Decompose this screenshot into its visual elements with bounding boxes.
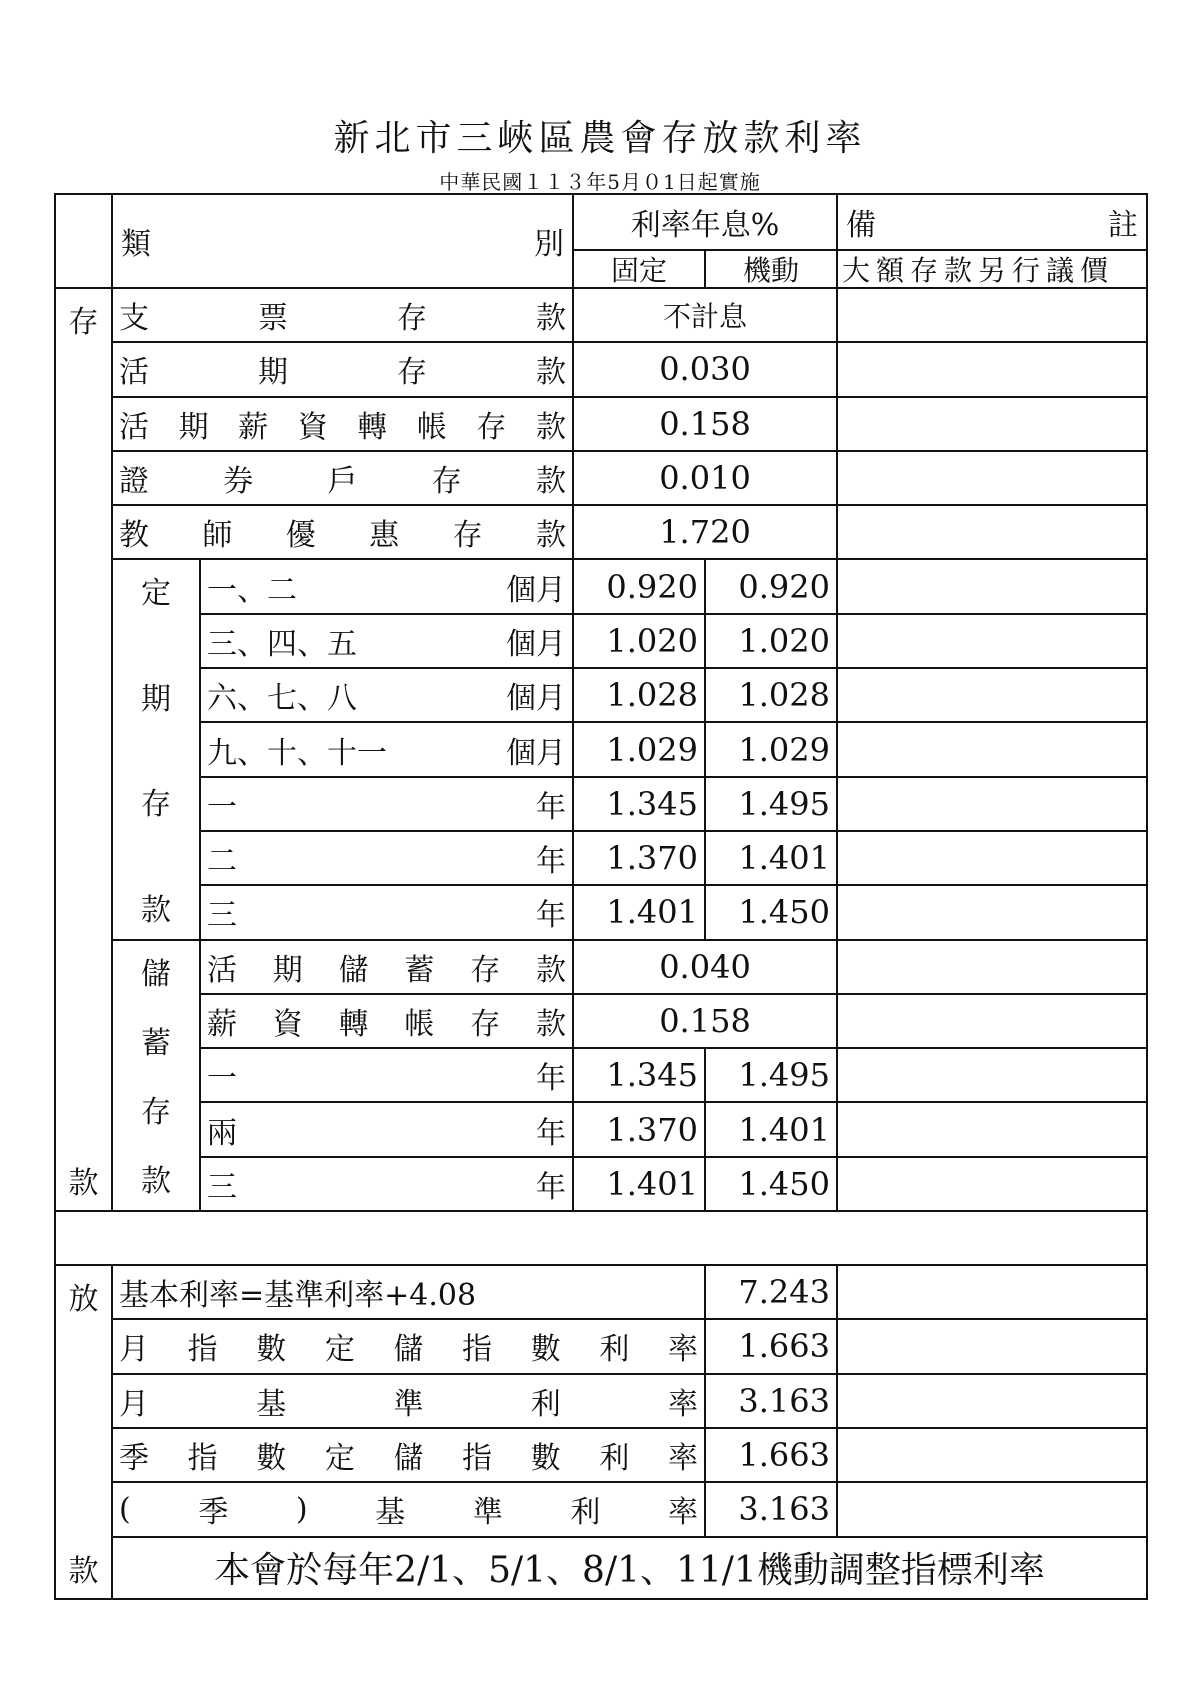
- note-cell: [838, 1429, 1146, 1483]
- effective-date: 中華民國１１３年5月０1日起實施: [439, 170, 761, 194]
- savings-deposit-floating-rate: 1.401: [706, 1103, 838, 1157]
- loan-section-char: 款: [68, 1553, 99, 1589]
- time-deposit-term: 九、十、十一 個月: [201, 723, 574, 777]
- time-deposit-fixed-rate: 1.370: [574, 832, 706, 886]
- note-cell: [838, 941, 1146, 995]
- savings-deposit-label: 活 期 儲 蓄 存 款: [201, 941, 574, 995]
- time-deposit-floating-rate: 1.450: [706, 886, 838, 940]
- savings-deposit-label: 薪 資 轉 帳 存 款: [201, 995, 574, 1049]
- loan-rate-label: 月 基 準 利 率: [113, 1375, 706, 1429]
- note-cell: [838, 398, 1146, 452]
- loan-rate-value: 3.163: [706, 1483, 838, 1537]
- header-floating: 機動: [706, 251, 838, 289]
- loan-rate-label: 季 指 數 定 儲 指 數 利 率: [113, 1429, 706, 1483]
- header-category-char: 類: [121, 227, 151, 262]
- header-note-char: 備: [846, 208, 876, 243]
- savings-deposit-term: 一 年: [201, 1049, 574, 1103]
- demand-deposit-rate: 1.720: [574, 506, 838, 560]
- loan-rate-value: 3.163: [706, 1375, 838, 1429]
- time-deposit-fixed-rate: 1.020: [574, 615, 706, 669]
- note-cell: [838, 669, 1146, 723]
- note-cell: [838, 1483, 1146, 1537]
- header-corner: [56, 195, 113, 289]
- note-cell: [838, 343, 1146, 397]
- separator-row: [56, 1212, 1146, 1266]
- time-deposit-term: 一 年: [201, 778, 574, 832]
- savings-deposit-term: 兩 年: [201, 1103, 574, 1157]
- note-cell: [838, 995, 1146, 1049]
- header-note-char: 註: [1108, 208, 1138, 243]
- time-deposit-term: 三 年: [201, 886, 574, 940]
- savings-deposit-group-label: 儲 蓄 存 款: [113, 941, 201, 1212]
- loan-rate-label: ( 季 ) 基 準 利 率: [113, 1483, 706, 1537]
- header-category: [113, 195, 574, 289]
- loan-rate-label: 月 指 數 定 儲 指 數 利 率: [113, 1320, 706, 1374]
- note-cell: [838, 560, 1146, 614]
- rate-table: [54, 193, 1148, 1600]
- note-cell: [838, 1266, 1146, 1320]
- time-deposit-fixed-rate: 1.401: [574, 886, 706, 940]
- note-cell: [838, 723, 1146, 777]
- savings-deposit-floating-rate: 1.450: [706, 1158, 838, 1212]
- time-deposit-fixed-rate: 1.345: [574, 778, 706, 832]
- savings-deposit-term: 三 年: [201, 1158, 574, 1212]
- demand-deposit-label: 活 期 薪 資 轉 帳 存 款: [113, 398, 574, 452]
- deposit-section-char: 款: [68, 1166, 99, 1202]
- header-category-char: 別: [534, 227, 564, 262]
- note-cell: [838, 1320, 1146, 1374]
- time-deposit-term: 二 年: [201, 832, 574, 886]
- note-cell: [838, 886, 1146, 940]
- note-cell: [838, 1103, 1146, 1157]
- loan-section-label: [56, 1266, 113, 1597]
- header-note-text: 大額存款另行議價: [838, 251, 1146, 289]
- savings-deposit-fixed-rate: 1.345: [574, 1049, 706, 1103]
- note-cell: [838, 289, 1146, 343]
- page-title: 新北市三峽區農會存放款利率: [333, 118, 867, 159]
- demand-deposit-label: 活 期 存 款: [113, 343, 574, 397]
- savings-deposit-rate: 0.158: [574, 995, 838, 1049]
- savings-deposit-rate: 0.040: [574, 941, 838, 995]
- note-cell: [838, 832, 1146, 886]
- time-deposit-fixed-rate: 0.920: [574, 560, 706, 614]
- loan-rate-value: 1.663: [706, 1320, 838, 1374]
- time-deposit-floating-rate: 1.020: [706, 615, 838, 669]
- time-deposit-floating-rate: 1.495: [706, 778, 838, 832]
- demand-deposit-label: 證 券 戶 存 款: [113, 452, 574, 506]
- note-cell: [838, 1049, 1146, 1103]
- time-deposit-floating-rate: 1.029: [706, 723, 838, 777]
- adjustment-note: 本會於每年2/1、5/1、8/1、11/1機動調整指標利率: [214, 1550, 1045, 1592]
- header-fixed: 固定: [574, 251, 706, 289]
- deposit-section-char: 存: [68, 305, 99, 340]
- time-deposit-floating-rate: 0.920: [706, 560, 838, 614]
- deposit-section-label: [56, 289, 113, 1212]
- note-cell: [838, 1375, 1146, 1429]
- demand-deposit-rate: 不計息: [574, 289, 838, 343]
- demand-deposit-label: 支 票 存 款: [113, 289, 574, 343]
- time-deposit-term: 六、七、八 個月: [201, 669, 574, 723]
- demand-deposit-rate: 0.158: [574, 398, 838, 452]
- time-deposit-floating-rate: 1.028: [706, 669, 838, 723]
- time-deposit-term: 三、四、五 個月: [201, 615, 574, 669]
- savings-deposit-fixed-rate: 1.401: [574, 1158, 706, 1212]
- time-deposit-term: 一、二 個月: [201, 560, 574, 614]
- loan-rate-value: 1.663: [706, 1429, 838, 1483]
- note-cell: [838, 615, 1146, 669]
- header-rate-title: 利率年息%: [574, 195, 838, 251]
- note-cell: [838, 778, 1146, 832]
- demand-deposit-rate: 0.010: [574, 452, 838, 506]
- note-cell: [838, 506, 1146, 560]
- note-cell: [838, 1158, 1146, 1212]
- savings-deposit-floating-rate: 1.495: [706, 1049, 838, 1103]
- savings-deposit-fixed-rate: 1.370: [574, 1103, 706, 1157]
- demand-deposit-rate: 0.030: [574, 343, 838, 397]
- time-deposit-fixed-rate: 1.028: [574, 669, 706, 723]
- time-deposit-floating-rate: 1.401: [706, 832, 838, 886]
- time-deposit-fixed-rate: 1.029: [574, 723, 706, 777]
- time-deposit-group-label: 定 期 存 款: [113, 560, 201, 940]
- loan-section-char: 放: [68, 1282, 99, 1318]
- loan-rate-label: 基本利率=基準利率+4.08: [113, 1266, 706, 1320]
- loan-rate-value: 7.243: [706, 1266, 838, 1320]
- note-cell: [838, 452, 1146, 506]
- demand-deposit-label: 教 師 優 惠 存 款: [113, 506, 574, 560]
- header-note-title: [838, 195, 1146, 251]
